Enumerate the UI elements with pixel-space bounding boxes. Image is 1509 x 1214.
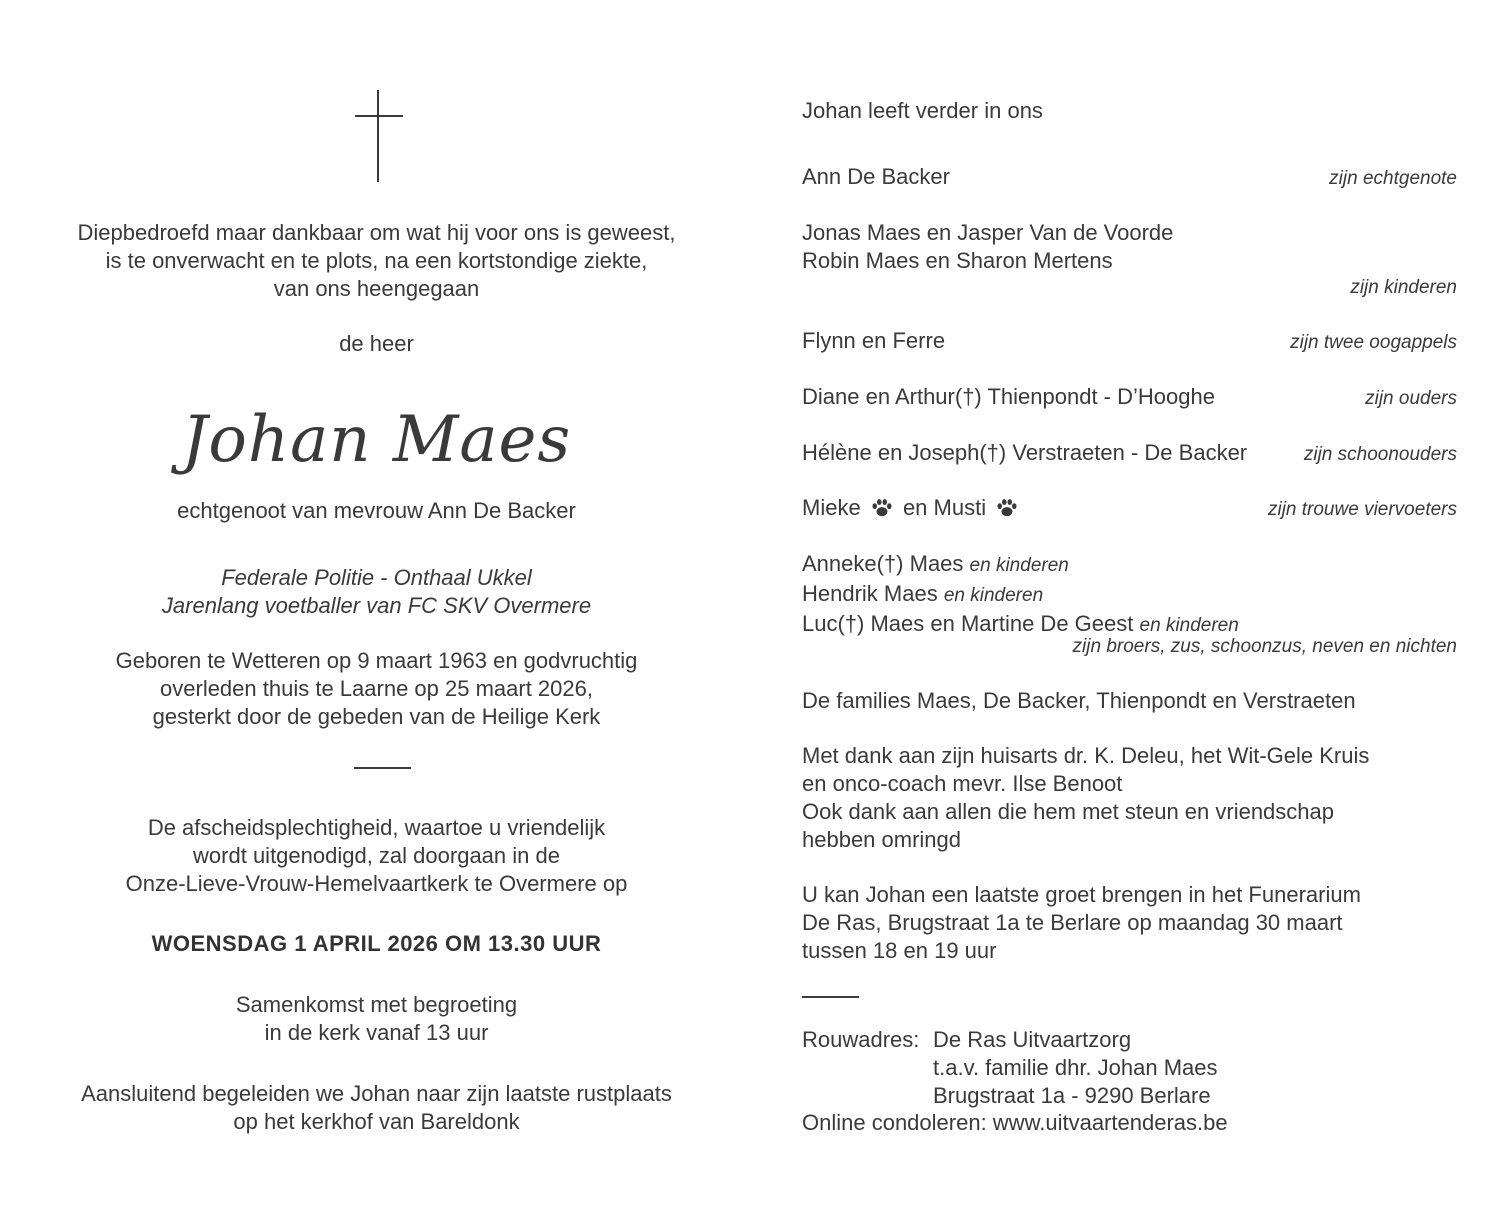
divider xyxy=(354,767,411,769)
intro-text xyxy=(0,219,753,303)
sibling-suffix: en kinderen xyxy=(943,585,1044,606)
ceremony-line: De afscheidsplechtigheid, waartoe u vriendelijk xyxy=(147,815,606,840)
parents-in-law-relation: zijn schoonouders xyxy=(1303,444,1457,465)
right-heading: Johan leeft verder in ons xyxy=(802,98,1043,123)
intro-line: is te onverwacht en te plots, na een kortstondige ziekte, xyxy=(105,248,648,273)
address-line: t.a.v. familie dhr. Johan Maes xyxy=(933,1055,1218,1080)
gathering-text xyxy=(0,991,753,1047)
visit-line: tussen 18 en 19 uur xyxy=(802,938,997,963)
birth-line: gesterkt door de gebeden van de Heilige Kerk xyxy=(152,704,601,729)
sibling-line xyxy=(802,550,1239,580)
address-line: De Ras Uitvaartzorg xyxy=(933,1027,1132,1052)
siblings-list xyxy=(802,550,1239,640)
spouse-line: echtgenoot van mevrouw Ann De Backer xyxy=(177,498,576,523)
pet-name: Mieke xyxy=(802,495,861,520)
ceremony-date: WOENSDAG 1 APRIL 2026 OM 13.30 UUR xyxy=(151,931,602,956)
sibling-line xyxy=(802,580,1239,610)
thanks-line: Met dank aan zijn huisarts dr. K. Deleu, het Wit-Gele Kruis xyxy=(802,743,1370,768)
birth-text xyxy=(0,647,753,731)
career-text xyxy=(0,564,753,620)
child-line: Jonas Maes en Jasper Van de Voorde xyxy=(802,220,1174,245)
children-relation: zijn kinderen xyxy=(1350,277,1457,298)
grandchildren-name: Flynn en Ferre xyxy=(802,328,946,353)
burial-line: Aansluitend begeleiden we Johan naar zijn laatste rustplaats xyxy=(81,1081,672,1106)
sibling-suffix: en kinderen xyxy=(1139,615,1239,636)
siblings-relation: zijn broers, zus, schoonzus, neven en nichten xyxy=(1072,636,1457,657)
burial-line: op het kerkhof van Bareldonk xyxy=(233,1109,520,1134)
visit-text xyxy=(802,881,1361,965)
address-line: Brugstraat 1a - 9290 Berlare xyxy=(933,1083,1211,1108)
sibling-name: Anneke(†) Maes xyxy=(802,551,964,576)
spouse-relation: zijn echtgenote xyxy=(1329,168,1457,189)
pets-relation: zijn trouwe viervoeters xyxy=(1267,499,1457,520)
deceased-name: Johan Maes xyxy=(181,403,572,477)
paw-icon xyxy=(996,498,1018,518)
pets-line xyxy=(802,494,1022,522)
gathering-line: Samenkomst met begroeting xyxy=(235,992,518,1017)
visit-line: De Ras, Brugstraat 1a te Berlare op maandag 30 maart xyxy=(802,910,1343,935)
sibling-name: Hendrik Maes xyxy=(802,581,938,606)
parents-name: Diane en Arthur(†) Thienpondt - D’Hooghe xyxy=(802,384,1215,409)
ceremony-line: wordt uitgenodigd, zal doorgaan in de xyxy=(193,843,560,868)
thanks-line: Ook dank aan allen die hem met steun en vriendschap xyxy=(802,799,1334,824)
burial-text xyxy=(0,1080,753,1136)
career-line: Jarenlang voetballer van FC SKV Overmere xyxy=(161,593,592,618)
child-line: Robin Maes en Sharon Mertens xyxy=(802,248,1113,273)
career-line: Federale Politie - Onthaal Ukkel xyxy=(221,565,532,590)
thanks-line: en onco-coach mevr. Ilse Benoot xyxy=(802,771,1123,796)
thanks-text xyxy=(802,742,1369,854)
birth-line: overleden thuis te Laarne op 25 maart 2026, xyxy=(160,676,593,701)
address-label: Rouwadres: xyxy=(802,1027,920,1052)
pet-joiner: en Musti xyxy=(902,495,987,520)
title-prefix: de heer xyxy=(339,331,414,356)
families-line: De families Maes, De Backer, Thienpondt en Verstraeten xyxy=(802,688,1356,713)
birth-line: Geboren te Wetteren op 9 maart 1963 en godvruchtig xyxy=(115,648,638,673)
intro-line: van ons heengegaan xyxy=(273,276,480,301)
intro-line: Diepbedroefd maar dankbaar om wat hij voor ons is geweest, xyxy=(77,220,676,245)
sibling-suffix: en kinderen xyxy=(969,555,1069,576)
sibling-name: Luc(†) Maes en Martine De Geest xyxy=(802,611,1134,636)
parents-relation: zijn ouders xyxy=(1365,388,1457,409)
online-condolence: Online condoleren: www.uitvaartenderas.be xyxy=(802,1110,1228,1135)
paw-icon xyxy=(871,498,893,518)
ceremony-text xyxy=(0,814,753,898)
ceremony-line: Onze-Lieve-Vrouw-Hemelvaartkerk te Overmere op xyxy=(125,871,628,896)
grandchildren-relation: zijn twee oogappels xyxy=(1290,332,1457,353)
gathering-line: in de kerk vanaf 13 uur xyxy=(264,1020,489,1045)
spouse-name: Ann De Backer xyxy=(802,164,950,189)
divider xyxy=(802,996,859,998)
thanks-line: hebben omringd xyxy=(802,827,962,852)
children-list xyxy=(802,219,1173,275)
address-block xyxy=(933,1026,1218,1110)
visit-line: U kan Johan een laatste groet brengen in het Funerarium xyxy=(802,882,1361,907)
parents-in-law-name: Hélène en Joseph(†) Verstraeten - De Backer xyxy=(802,440,1248,465)
